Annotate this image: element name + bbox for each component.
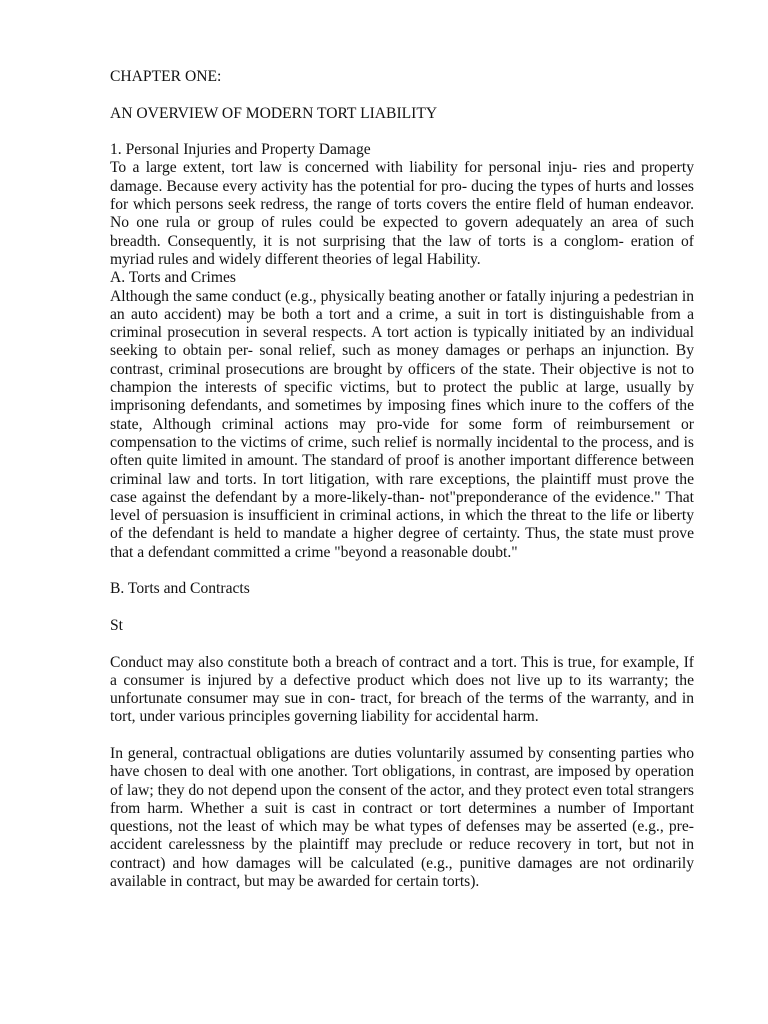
spacer xyxy=(110,562,694,580)
section-b-paragraph-1: Conduct may also constitute both a breach of contract and a tort. This is true, for example, If a consumer is injured by a defective product which does not live up to its warranty; the unfortunate consumer may sue in con- tract, for breach of the terms of the warranty, and in tort, under various principles governing liability for accidental harm. xyxy=(110,653,694,726)
spacer xyxy=(110,635,694,653)
section-a-paragraph: Although the same conduct (e.g., physically beating another or fatally injuring a pedestrian in an auto accident) may be both a tort and a crime, a suit in tort is distinguishable from a criminal prosecution in several respects. A tort action is typically initiated by an individual seeking to obtain per- sonal relief, such as money damages or perhaps an injunction. By contrast, criminal prosecutions are brought by officers of the state. Their objective is not to champion the interests of specific victims, but to protect the public at large, usually by imprisoning defendants, and sometimes by imposing fines which inure to the coffers of the state, Although criminal actions may pro-vide for some form of reimbursement or compensation to the victims of crime, such relief is normally incidental to the process, and is often quite limited in amount. The standard of proof is another important difference between criminal law and torts. In tort litigation, with rare exceptions, the plaintiff must prove the case against the defendant by a more-likely-than- not"preponderance of the evidence." That level of persuasion is insufficient in criminal actions, in which the threat to the life or liberty of the defendant is held to mandate a higher degree of certainty. Thus, the state must prove that a defendant committed a crime "beyond a reasonable doubt." xyxy=(110,287,694,561)
stray-text: St xyxy=(110,616,124,634)
section-b-paragraph-2: In general, contractual obligations are duties voluntarily assumed by consenting parties who have chosen to deal with one another. Tort obligations, in contrast, are imposed by operation of law; they do not depend upon the consent of the actor, and they protect even total strangers from harm. Whether a suit is cast in contract or tort determines a number of Important questions, not the least of which may be what types of defenses may be asserted (e.g., pre-accident carelessness by the plaintiff may preclude or reduce recovery in tort, but not in contract) and how damages will be calculated (e.g., punitive damages are not ordinarily available in contract, but may be awarded for certain torts). xyxy=(110,744,694,891)
chapter-label: CHAPTER ONE: xyxy=(110,68,222,85)
section-a-heading: A. Torts and Crimes xyxy=(110,269,236,287)
section-1-paragraph: To a large extent, tort law is concerned with liability for personal inju- ries and property damage. Because every activity has the potential for pro- ducing the types of hurts and losses for which persons seek redress, the range of torts covers the entire fleld of human endeavor. No one rula or group of rules could be expected to govern adequately an area of such breadth. Consequently, it is not surprising that the law of torts is a conglom- eration of myriad rules and widely different theories of legal Hability. xyxy=(110,159,694,268)
spacer xyxy=(110,727,694,745)
spacer xyxy=(110,123,694,141)
spacer xyxy=(110,599,694,617)
chapter-title: AN OVERVIEW OF MODERN TORT LIABILITY xyxy=(110,104,438,122)
section-1-heading: 1. Personal Injuries and Property Damage xyxy=(110,141,371,159)
document-page xyxy=(110,68,694,891)
spacer xyxy=(110,86,694,104)
section-b-heading: B. Torts and Contracts xyxy=(110,580,250,598)
